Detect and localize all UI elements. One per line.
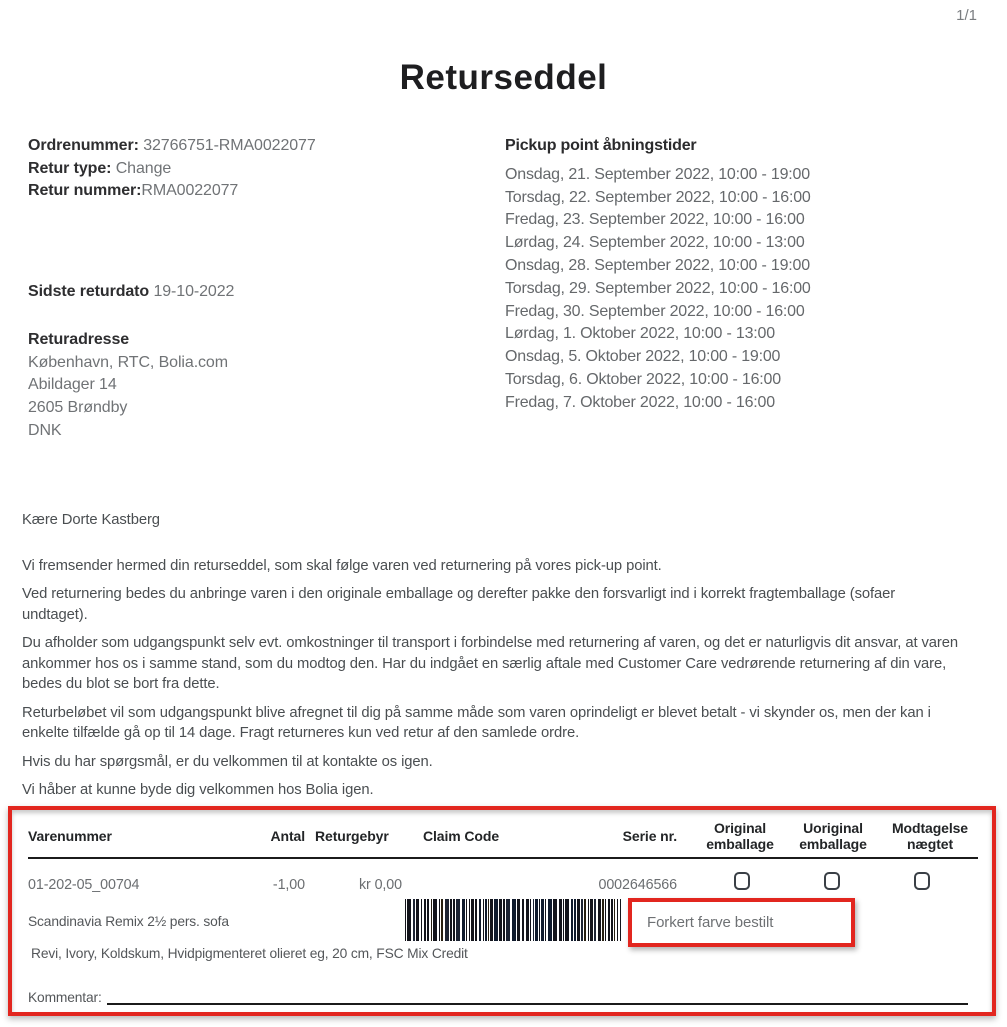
order-info [28,135,316,203]
pickup-hours-line: Onsdag, 21. September 2022, 10:00 - 19:00 [505,165,810,183]
col-header-varenummer: Varenummer [28,828,112,844]
return-number-row [28,180,316,203]
col-header-serie-nr: Serie nr. [622,828,677,844]
return-address-line: København, RTC, Bolia.com [28,353,228,371]
barcode [405,899,627,941]
pickup-hours-line: Onsdag, 5. Oktober 2022, 10:00 - 19:00 [505,348,781,366]
original-emballage-checkbox[interactable] [734,872,750,890]
items-table-annotation-box [8,806,996,1016]
letter-paragraph: Vi håber at kunne byde dig velkommen hos Bolia igen. [22,782,374,798]
last-return-date-row [28,281,234,304]
letter-greeting: Kære Dorte Kastberg [22,512,160,528]
pickup-hours-line: Onsdag, 28. September 2022, 10:00 - 19:00 [505,256,810,274]
order-number-label: Ordrenummer: [28,137,139,154]
order-number-value: 32766751-RMA0022077 [143,137,316,154]
return-type-label: Retur type: [28,159,112,177]
col-header-returgebyr: Returgebyr [315,828,389,844]
pickup-hours-line: Fredag, 23. September 2022, 10:00 - 16:00 [505,211,805,229]
item-antal: -1,00 [272,877,305,893]
header-divider-line [28,857,978,859]
pickup-hours-header: Pickup point åbningstider [505,137,697,154]
page-number: 1/1 [956,7,977,24]
pickup-hours-line: Fredag, 7. Oktober 2022, 10:00 - 16:00 [505,393,775,411]
item-varenummer: 01-202-05_00704 [28,877,140,893]
letter-paragraph: Vi fremsender hermed din returseddel, som skal følge varen ved returnering på vores pick-up point. [22,557,662,574]
claim-reason-text: Forkert farve bestilt [647,914,774,931]
col-header-modtagelse-naegtet: Modtagelse nægtet [891,820,968,852]
pickup-hours-line: Lørdag, 1. Oktober 2022, 10:00 - 13:00 [505,325,775,343]
return-address-line: Abildager 14 [28,376,117,394]
kommentar-row [28,988,968,1005]
col-header-antal: Antal [270,828,305,844]
letter-paragraph: Du afholder som udgangspunkt selv evt. omkostninger til transport i forbindelse med returnering af varen, og det er naturligvis dit ansvar, at varen ankommer hos os i samme stand, som du modtog den. Har du indgået en særlig aftale med Customer Care vedrørende returnering af din vare, bedes du blot se bort fra dette. [22,635,958,692]
pickup-hours-line: Lørdag, 24. September 2022, 10:00 - 13:00 [505,234,805,252]
pickup-hours-line: Torsdag, 29. September 2022, 10:00 - 16:00 [505,279,811,297]
return-address-label: Returadresse [28,331,130,348]
claim-reason-annotation-box [628,898,855,947]
col-header-claim-code: Claim Code [423,828,500,844]
return-type-value: Change [115,159,172,177]
return-address-line: DNK [28,421,62,439]
item-product-details: Revi, Ivory, Koldskum, Hvidpigmenteret olieret eg, 20 cm, FSC Mix Credit [31,946,468,961]
pickup-hours-line: Torsdag, 6. Oktober 2022, 10:00 - 16:00 [505,370,781,388]
pickup-hours-line: Torsdag, 22. September 2022, 10:00 - 16:00 [505,188,811,206]
return-number-label: Retur nummer: [28,182,142,200]
modtagelse-naegtet-checkbox[interactable] [914,872,930,890]
return-number-value: RMA0022077 [141,182,239,200]
letter-paragraph: Ved returnering bedes du anbringe varen i den originale emballage og derefter pakke den forsvarligt ind i korrekt fragtemballage (sofaer undtaget). [22,586,896,623]
item-returgebyr: kr 0,00 [358,877,402,893]
col-header-uoriginal-emballage: Uoriginal emballage [799,820,867,852]
kommentar-label: Kommentar: [28,990,102,1005]
last-return-date-label: Sidste returdato [28,283,150,300]
item-product-name: Scandinavia Remix 2½ pers. sofa [28,914,229,929]
letter-paragraph: Hvis du har spørgsmål, er du velkommen til at kontakte os igen. [22,753,433,770]
order-number-row [28,135,316,158]
return-address [28,329,228,443]
pickup-hours [505,135,811,415]
letter-body [22,510,960,809]
kommentar-write-in-line [107,988,968,1005]
uoriginal-emballage-checkbox[interactable] [824,872,840,890]
last-return-date-value: 19-10-2022 [153,283,235,300]
item-serie-nr: 0002646566 [598,877,677,893]
return-type-row [28,158,316,181]
col-header-original-emballage: Original emballage [706,820,774,852]
return-address-line: 2605 Brøndby [28,399,128,417]
pickup-hours-line: Fredag, 30. September 2022, 10:00 - 16:00 [505,302,805,320]
letter-paragraph: Returbeløbet vil som udgangspunkt blive afregnet til dig på samme måde som varen oprindeligt er blevet betalt - vi skynder os, men der kan i enkelte tilfælde gå op til 14 dage. Fragt returneres kun ved retur af den samlede ordre. [22,704,931,741]
page-title: Returseddel [399,58,608,97]
